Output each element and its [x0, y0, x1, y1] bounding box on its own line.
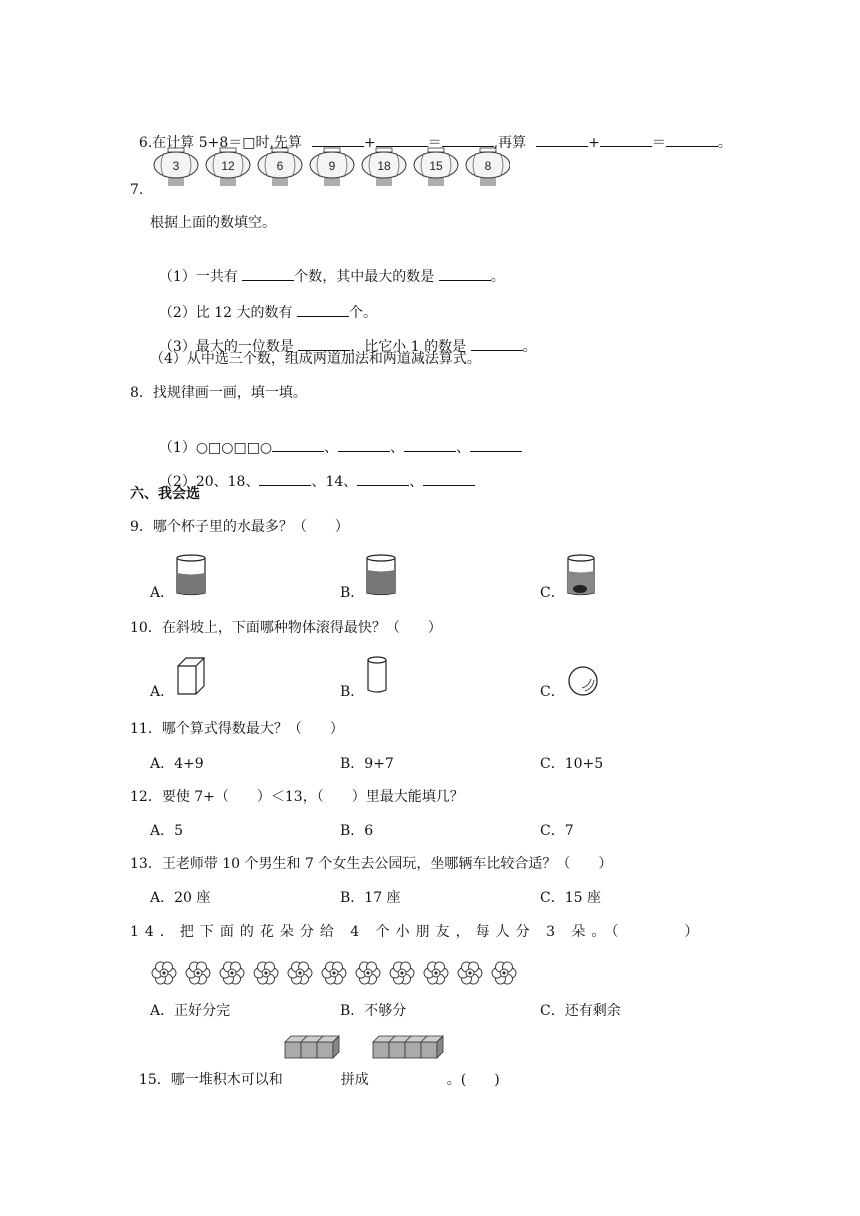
q15-text-end: 。( )	[446, 1072, 500, 1088]
lantern-number: 9	[328, 159, 336, 173]
q6-plus-2: +	[588, 135, 600, 151]
q10-option-c[interactable]: C．	[540, 684, 565, 700]
lantern-number: 8	[484, 159, 492, 173]
q14-option-b[interactable]: B．不够分	[340, 1003, 407, 1019]
q9-option-b[interactable]: B．	[340, 585, 365, 601]
lantern-number: 18	[377, 159, 391, 173]
flower-icon	[152, 962, 176, 984]
cup-a-icon	[174, 553, 208, 597]
q12-option-b[interactable]: B．6	[340, 823, 374, 839]
flower-icon	[356, 962, 380, 984]
q12-option-c[interactable]: C．7	[540, 823, 574, 839]
q8-p1-blank-2[interactable]	[338, 437, 390, 452]
q7-p1-text-c: 。	[490, 269, 505, 285]
q7-p2-blank-1[interactable]	[297, 302, 349, 317]
q7-p3-text-a: （3）最大的一位数是	[158, 339, 294, 355]
q8-sep: 、	[409, 474, 424, 490]
blocks-large-icon	[372, 1034, 448, 1064]
q8-sep: 、	[456, 440, 471, 456]
q6-blank-2[interactable]	[376, 132, 428, 147]
q12-title: 12．要使 7+（ ）＜13，（ ）里最大能填几？	[130, 789, 464, 805]
q6-blank-3[interactable]	[442, 132, 494, 147]
flowers-figure	[150, 958, 550, 988]
q13-option-c[interactable]: C．15 座	[540, 890, 601, 906]
flower-icon	[186, 962, 210, 984]
flower-icon	[322, 962, 346, 984]
q10-option-b[interactable]: B．	[340, 684, 365, 700]
lantern-number: 3	[172, 159, 180, 173]
lantern-number: 12	[221, 159, 235, 173]
q7-p1-blank-1[interactable]	[242, 266, 294, 281]
q13-option-a[interactable]: A．20 座	[150, 890, 211, 906]
q7-intro: 根据上面的数填空。	[150, 215, 276, 231]
q7-p2-text-a: （2）比 12 大的数有	[158, 305, 293, 321]
q10-option-a[interactable]: A．	[150, 684, 175, 700]
q6-blank-5[interactable]	[600, 132, 652, 147]
q9-title: 9．哪个杯子里的水最多？（ ）	[130, 519, 349, 535]
q11-option-b[interactable]: B．9+7	[340, 756, 394, 772]
flower-icon	[220, 962, 244, 984]
lantern-12	[206, 148, 250, 186]
cuboid-icon	[174, 654, 210, 696]
q15-text-pre: 15．哪一堆积木可以和	[138, 1072, 283, 1088]
flower-icon	[424, 962, 448, 984]
q7-p1-text-a: （1）一共有	[158, 269, 238, 285]
q8-p1-blank-3[interactable]	[404, 437, 456, 452]
flower-icon	[492, 962, 516, 984]
q6-prefix: 6.在计算 5+8＝□时,先算	[138, 135, 302, 151]
lantern-6	[258, 148, 302, 186]
cup-b-icon	[364, 553, 398, 597]
q11-option-a[interactable]: A．4+9	[150, 756, 204, 772]
lantern-9	[310, 148, 354, 186]
flower-icon	[288, 962, 312, 984]
lantern-number: 15	[429, 159, 443, 173]
q6-end: 。	[717, 135, 732, 151]
q8-p2-blank-1[interactable]	[259, 471, 311, 486]
q6-blank-1[interactable]	[312, 132, 364, 147]
q7-p1-blank-2[interactable]	[439, 266, 491, 281]
lantern-15	[414, 148, 458, 186]
q8-p2-text-a: （2）20、18、	[158, 474, 260, 490]
q10-title: 10．在斜坡上，下面哪种物体滚得最快？（ ）	[130, 620, 442, 636]
q6-mid: ,再算	[493, 135, 527, 151]
sphere-icon	[566, 664, 602, 700]
q14-title: 14．把下面的花朵分给 4 个小朋友，每人分 3 朵。（ ）	[130, 924, 705, 940]
cup-c-icon	[564, 553, 598, 597]
lantern-8	[466, 148, 510, 186]
q11-option-c[interactable]: C．10+5	[540, 756, 604, 772]
q8-p1-blank-1[interactable]	[272, 437, 324, 452]
q14-option-a[interactable]: A．正好分完	[150, 1003, 231, 1019]
q6-blank-4[interactable]	[536, 132, 588, 147]
lantern-18	[362, 148, 406, 186]
q7-part1	[150, 246, 505, 287]
q6-blank-6[interactable]	[666, 132, 718, 147]
q13-title: 13．王老师带 10 个男生和 7 个女生去公园玩，坐哪辆车比较合适？（ ）	[130, 856, 613, 872]
q7-p3-text-b: ，比它小 1 的数是	[350, 339, 467, 355]
q8-sep: 、	[390, 440, 405, 456]
q8-title: 8．找规律画一画，填一填。	[130, 385, 307, 401]
q6-eq-1: ＝	[427, 135, 442, 151]
q9-option-a[interactable]: A．	[150, 585, 175, 601]
cylinder-icon	[364, 654, 394, 696]
q6-plus-1: +	[363, 135, 376, 151]
q11-title: 11．哪个算式得数最大？（ ）	[130, 721, 344, 737]
blocks-small-icon	[284, 1034, 340, 1064]
q7-p1-text-b: 个数，其中最大的数是	[294, 269, 435, 285]
q6-eq-2: ＝	[651, 135, 666, 151]
lanterns-figure	[150, 146, 510, 190]
flower-icon	[254, 962, 278, 984]
q8-sep: 、	[324, 440, 339, 456]
q7-p3-text-c: 。	[522, 339, 537, 355]
q7-number: 7.	[130, 182, 144, 198]
q8-p1-shapes: （1）○□○□□○	[158, 440, 273, 456]
q8-p2-blank-2[interactable]	[357, 471, 409, 486]
q8-p2-text-b: 、14、	[311, 474, 358, 490]
q13-option-b[interactable]: B．17 座	[340, 890, 401, 906]
lantern-number: 6	[276, 159, 284, 173]
lantern-3	[154, 148, 198, 186]
q8-p2-blank-3[interactable]	[423, 471, 475, 486]
q9-option-c[interactable]: C．	[540, 585, 565, 601]
flower-icon	[458, 962, 482, 984]
q14-option-c[interactable]: C．还有剩余	[540, 1003, 621, 1019]
q7-part4: （4）从中选三个数，组成两道加法和两道减法算式。	[150, 351, 481, 367]
q7-p2-text-b: 个。	[348, 305, 377, 321]
q8-p1-blank-4[interactable]	[470, 437, 522, 452]
flower-icon	[390, 962, 414, 984]
q15-text-mid: 拼成	[340, 1072, 369, 1088]
q12-option-a[interactable]: A．5	[150, 823, 184, 839]
section-title: 六、我会选	[130, 486, 200, 502]
